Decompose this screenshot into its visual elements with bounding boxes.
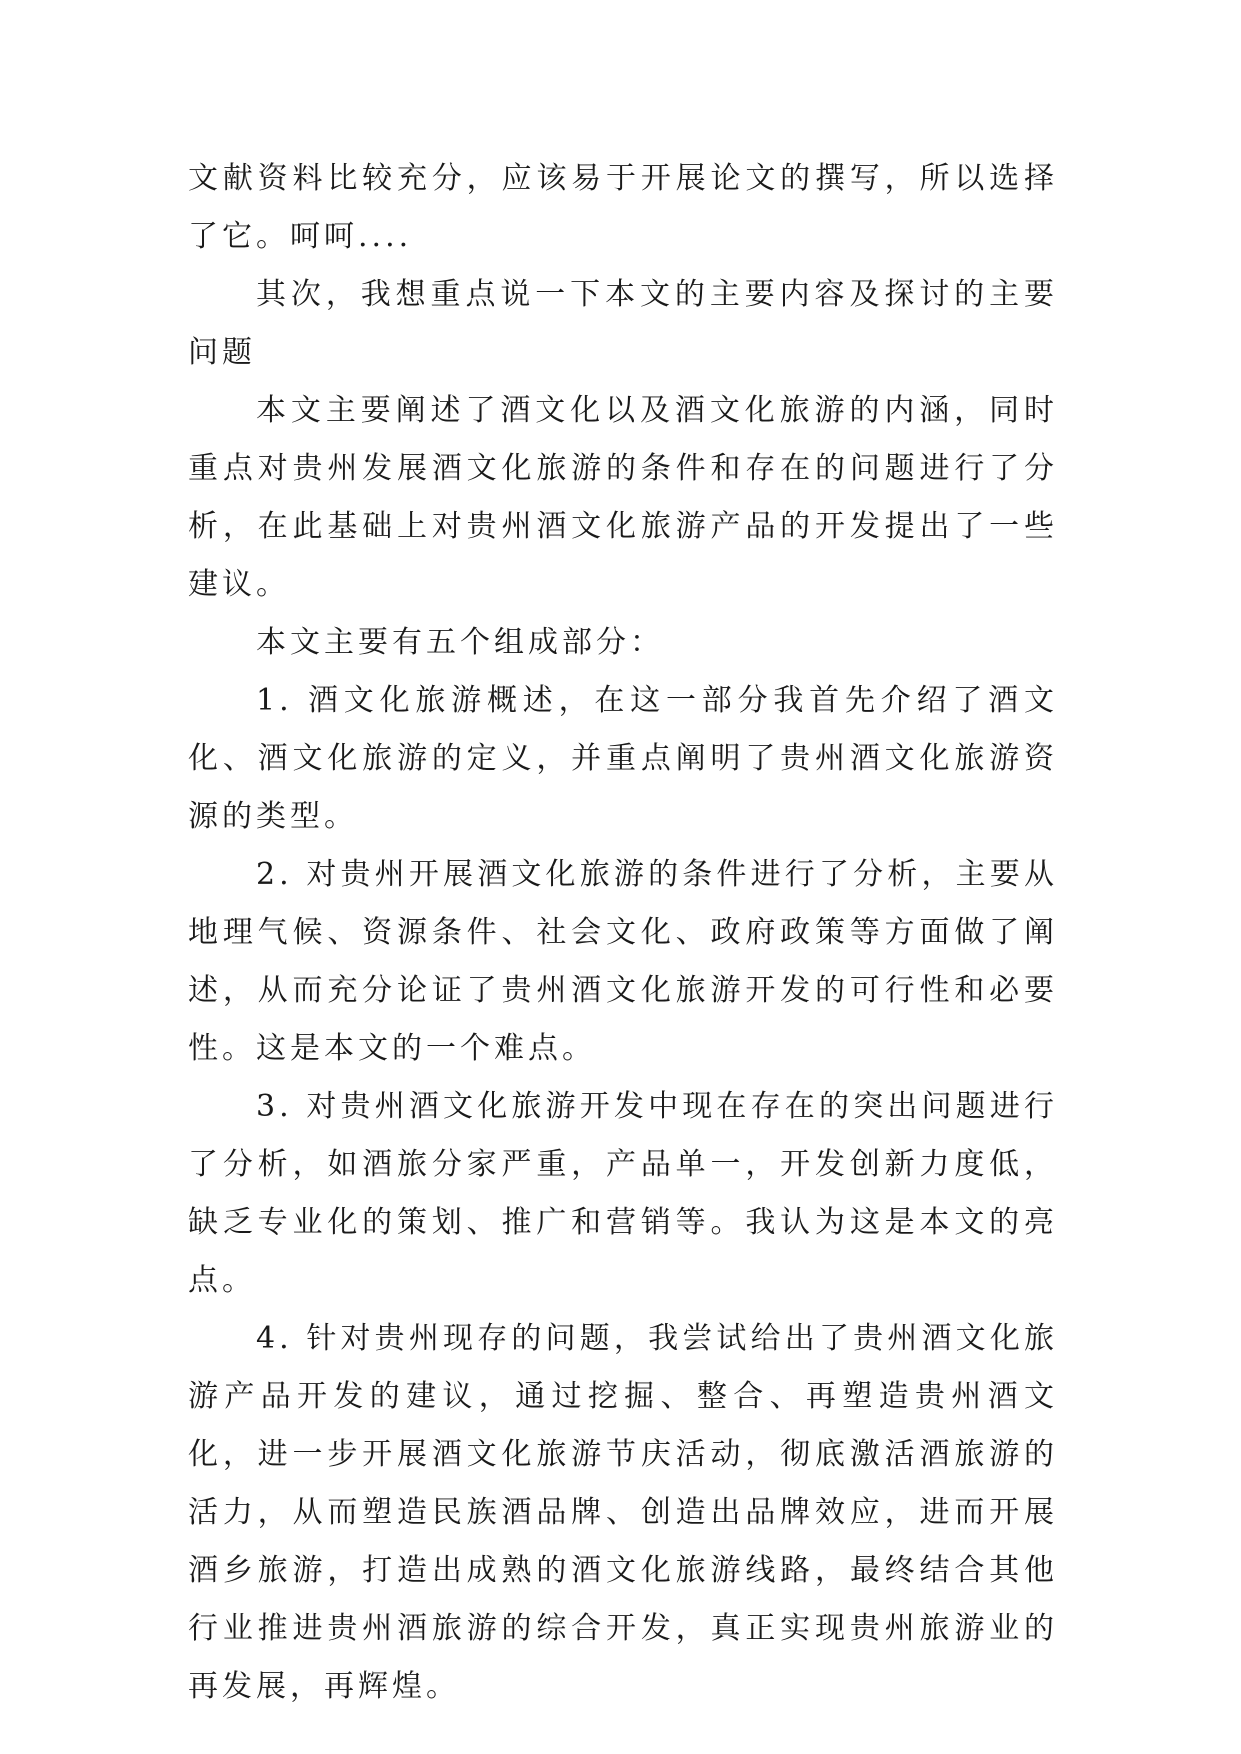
paragraph-section-heading: 其次，我想重点说一下本文的主要内容及探讨的主要问题 (188, 277, 1058, 370)
paragraph-summary: 本文主要阐述了酒文化以及酒文化旅游的内涵，同时重点对贵州发展酒文化旅游的条件和存在的问题进行了分析，在此基础上对贵州酒文化旅游产品的开发提出了一些建议。 (188, 393, 1058, 602)
document-body (188, 150, 1058, 1716)
list-item-part-4: 4. 针对贵州现存的问题，我尝试给出了贵州酒文化旅游产品开发的建议，通过挖掘、整合、再塑造贵州酒文化，进一步开展酒文化旅游节庆活动，彻底激活酒旅游的活力，从而塑造民族酒品牌、创造出品牌效应，进而开展酒乡旅游，打造出成熟的酒文化旅游线路，最终结合其他行业推进贵州酒旅游的综合开发，真正实现贵州旅游业的再发展，再辉煌。 (188, 1321, 1058, 1704)
paragraph-parts-intro: 本文主要有五个组成部分： (256, 625, 664, 660)
paragraph-intro-continuation: 文献资料比较充分，应该易于开展论文的撰写，所以选择了它。呵呵.... (188, 161, 1058, 254)
list-item-part-2: 2. 对贵州开展酒文化旅游的条件进行了分析，主要从地理气候、资源条件、社会文化、政府政策等方面做了阐述，从而充分论证了贵州酒文化旅游开发的可行性和必要性。这是本文的一个难点。 (188, 857, 1058, 1066)
list-item-part-3: 3. 对贵州酒文化旅游开发中现在存在的突出问题进行了分析，如酒旅分家严重，产品单一，开发创新力度低，缺乏专业化的策划、推广和营销等。我认为这是本文的亮点。 (188, 1089, 1058, 1298)
list-item-part-1: 1. 酒文化旅游概述，在这一部分我首先介绍了酒文化、酒文化旅游的定义，并重点阐明了贵州酒文化旅游资源的类型。 (188, 683, 1058, 834)
